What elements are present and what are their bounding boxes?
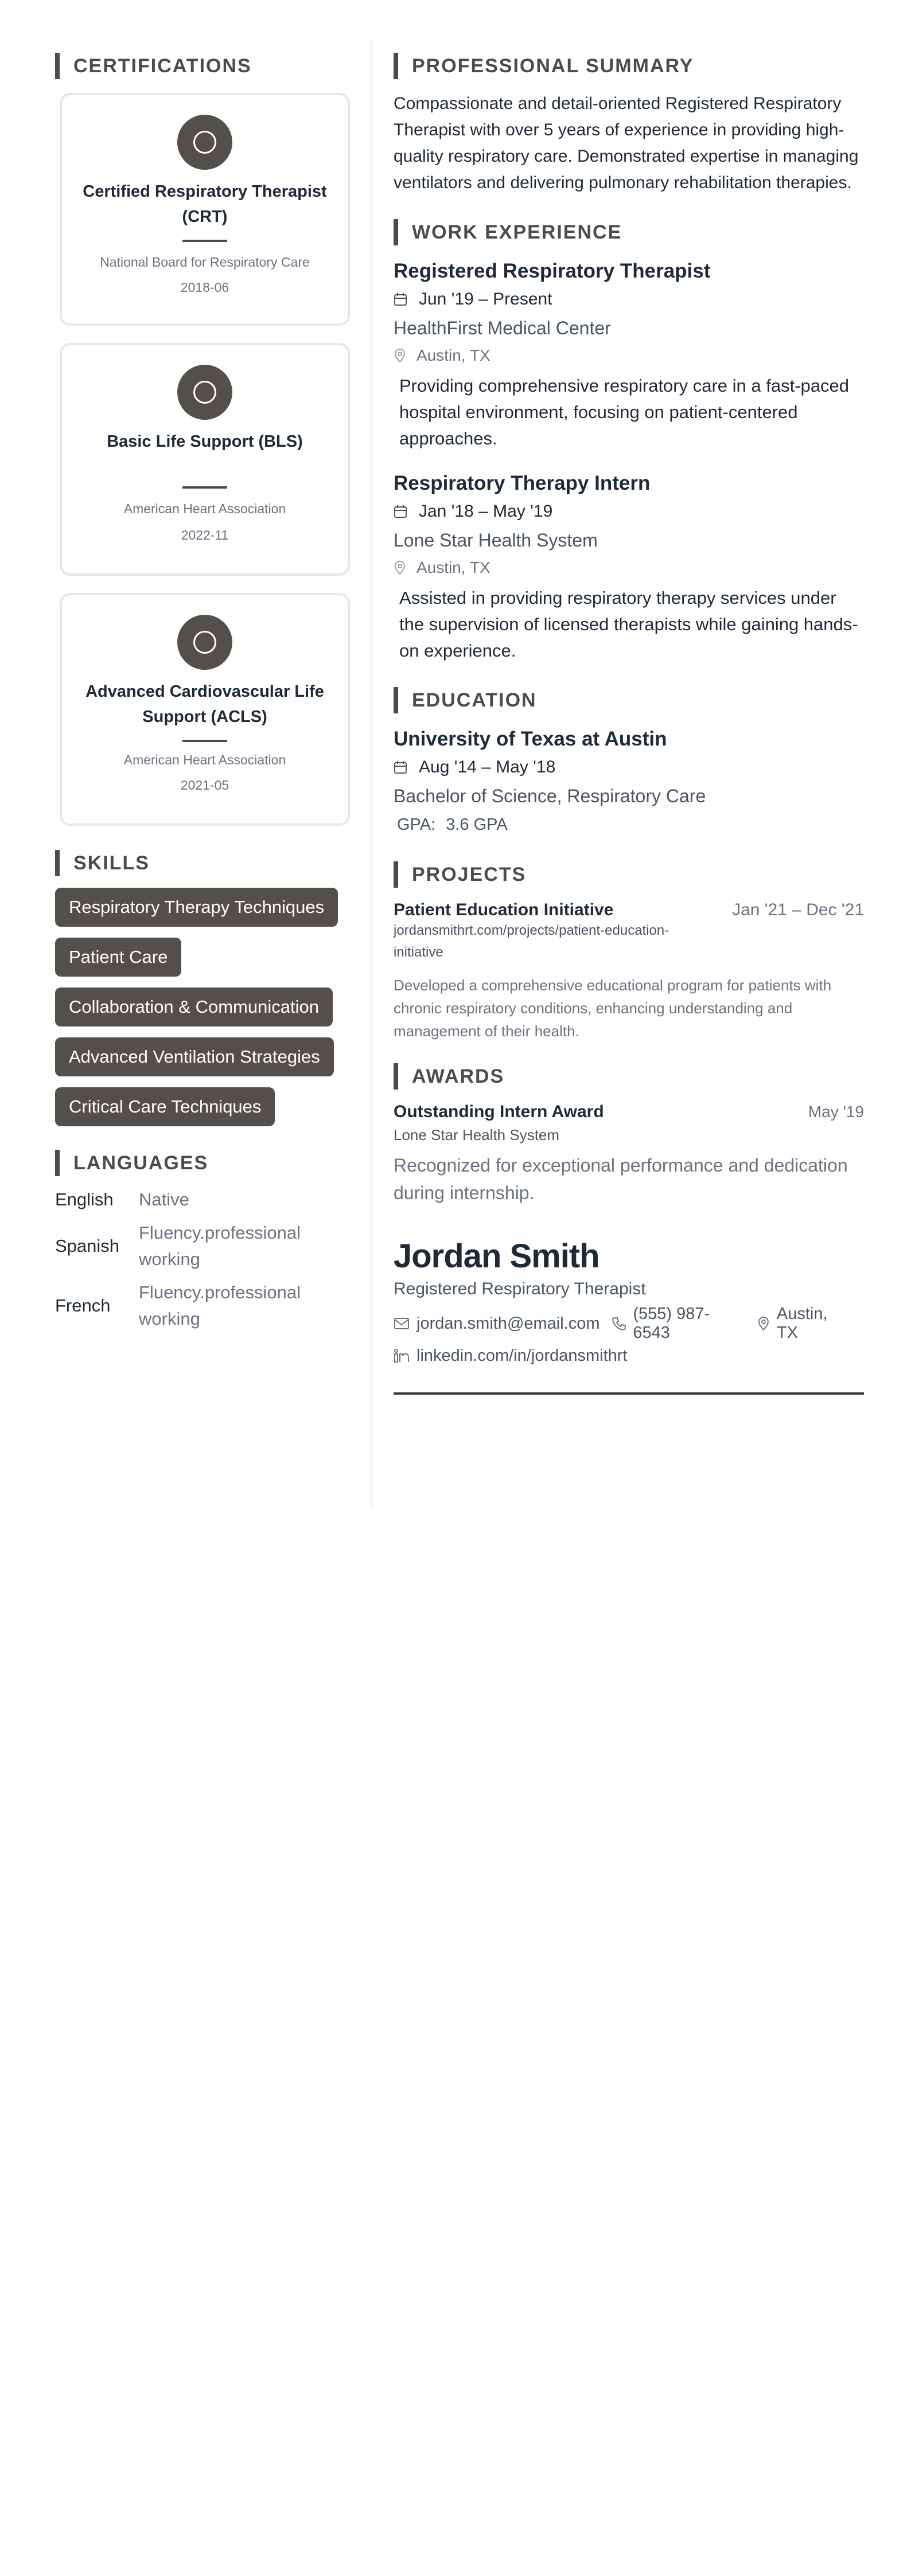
job-dates: Jun '19 – Present [419,290,552,309]
right-column [394,53,864,1395]
job-location: Austin, TX [416,559,490,576]
languages-heading: LANGUAGES [55,1150,351,1176]
phone-text: (555) 987-6543 [633,1305,710,1342]
job-dates: Jan '18 – May '19 [419,502,553,521]
linkedin-item[interactable] [394,1346,627,1365]
certification-org: American Heart Association [123,501,286,516]
header-rule [394,1392,864,1395]
job-dates-row [394,286,864,313]
project-link[interactable]: jordansmithrt.com/projects/patient-education-initiative [394,923,669,960]
skill-tag: Critical Care Techniques [55,1087,275,1126]
phone-item[interactable] [612,1305,746,1342]
certification-title: Certified Respiratory Therapist (CRT) [83,182,327,226]
certification-date: 2018-06 [180,280,229,295]
language-level: Fluency.professional working [139,1282,301,1329]
calendar-icon [394,292,407,306]
certification-title: Basic Life Support (BLS) [107,432,303,451]
certification-date: 2021-05 [180,778,229,793]
skills-list [55,888,351,1126]
job-company: Lone Star Health System [394,530,598,551]
email-text: jordan.smith@email.com [416,1314,600,1333]
job-location-row [394,555,864,580]
certification-date: 2022-11 [181,528,229,542]
projects-heading: PROJECTS [394,861,864,888]
job-description: Assisted in providing respiratory therapy services under the supervision of licensed therapists while gaining hands-on experience. [399,588,858,661]
mail-icon [394,1317,410,1330]
certification-rule [182,486,227,489]
award-description: Recognized for exceptional performance and dedication during internship. [394,1155,848,1203]
person-role: Registered Respiratory Therapist [394,1279,646,1298]
language-level: Fluency.professional working [139,1223,301,1269]
certificate-badge-icon [177,365,232,420]
skills-heading: SKILLS [55,850,351,876]
project-title: Patient Education Initiative [394,900,614,919]
email-item[interactable] [394,1314,600,1333]
school-name: University of Texas at Austin [394,728,667,750]
job-location: Austin, TX [416,346,490,364]
contact-row [394,1307,864,1340]
job-dates-row [394,498,864,525]
job-entry [394,469,864,664]
language-name: French [55,1295,111,1316]
certification-org: American Heart Association [123,752,286,767]
award-date: May '19 [808,1103,864,1121]
calendar-icon [394,760,407,774]
education-dates: Aug '14 – May '18 [419,758,556,776]
certificate-badge-icon [177,115,232,170]
language-name: English [55,1189,114,1209]
job-title: Respiratory Therapy Intern [394,472,651,494]
location-text: Austin, TX [776,1305,828,1342]
person-name: Jordan Smith [394,1238,599,1275]
award-title: Outstanding Intern Award [394,1102,604,1121]
job-location-row [394,343,864,368]
language-level: Native [139,1189,189,1209]
project-entry [394,900,864,1043]
map-pin-icon [394,560,406,575]
certificate-badge-icon [177,615,232,670]
contact-row [394,1340,864,1372]
certification-card [60,593,350,826]
awards-heading: AWARDS [394,1063,864,1090]
gpa-row [394,811,864,838]
job-title: Registered Respiratory Therapist [394,260,711,282]
certification-card [60,343,350,576]
language-row [55,1186,351,1213]
job-description: Providing comprehensive respiratory care in a fast-paced hospital environment, focusing on patient-centered approaches. [399,376,849,448]
work-heading: WORK EXPERIENCE [394,219,864,245]
skill-tag: Respiratory Therapy Techniques [55,888,338,927]
linkedin-icon [394,1348,410,1363]
language-row [55,1279,351,1332]
award-entry [394,1102,864,1207]
calendar-icon [394,505,407,518]
project-description: Developed a comprehensive educational program for patients with chronic respiratory conditions, enhancing understanding and management of their health. [394,977,832,1040]
certification-rule [182,240,227,242]
award-org: Lone Star Health System [394,1126,560,1143]
phone-icon [612,1316,626,1331]
column-divider [371,40,372,1508]
certification-org: National Board for Respiratory Care [100,255,310,270]
contact-header [394,1236,864,1395]
gpa-label: GPA: [397,815,436,834]
degree: Bachelor of Science, Respiratory Care [394,786,706,806]
certification-rule [182,740,227,742]
languages-list [55,1186,351,1332]
map-pin-icon [757,1316,770,1331]
education-dates-row [394,754,864,781]
left-column [55,53,351,1339]
summary-text: Compassionate and detail-oriented Registered Respiratory Therapist with over 5 years of experience in providing high-quality respiratory care. Demonstrated expertise in managing ventilators and delivering pulmonary rehabilitation therapies. [394,94,859,192]
education-heading: EDUCATION [394,687,864,713]
location-item [757,1305,852,1342]
map-pin-icon [394,348,406,363]
certifications-heading: CERTIFICATIONS [55,53,351,79]
linkedin-text: linkedin.com/in/jordansmithrt [416,1346,628,1365]
project-header [394,900,864,920]
job-entry [394,257,864,452]
education-entry [394,725,864,838]
award-header [394,1102,864,1122]
summary-heading: PROFESSIONAL SUMMARY [394,53,864,79]
project-dates: Jan '21 – Dec '21 [732,900,864,919]
language-row [55,1220,351,1273]
certification-title: Advanced Cardiovascular Life Support (ACLS) [85,682,324,726]
skill-tag: Collaboration & Communication [55,988,333,1027]
job-company: HealthFirst Medical Center [394,318,611,338]
gpa-value: 3.6 GPA [446,815,508,834]
certification-card [60,93,350,326]
skill-tag: Patient Care [55,938,181,977]
skill-tag: Advanced Ventilation Strategies [55,1037,334,1076]
language-name: Spanish [55,1236,120,1256]
